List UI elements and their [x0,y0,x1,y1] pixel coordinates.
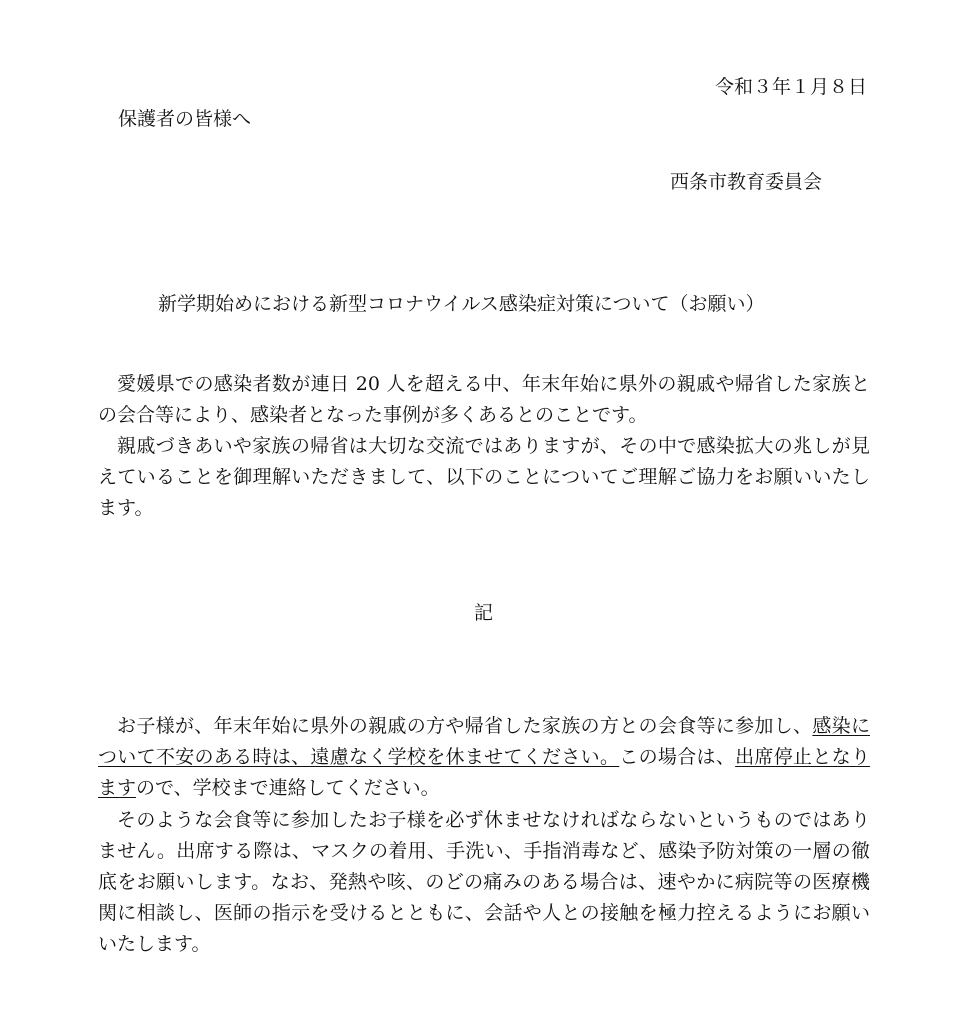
underlined-request: 感染について不安のある時は、遠慮なく学校を休ませてください。 [98,715,870,768]
ki-heading: 記 [474,602,494,624]
document-title: 新学期始めにおける新型コロナウイルス感染症対策について（お願い） [158,293,765,315]
body-paragraph-1 [98,711,870,804]
intro-paragraph-1: 愛媛県での感染者数が連日 20 人を超える中、年末年始に県外の親戚や帰省した家族との会合等により、感染者となった事例が多くあるとのことです。 [98,373,870,426]
sender: 西条市教育委員会 [670,171,823,193]
underlined-attendance-suspension: 出席停止となります [98,746,870,799]
body-paragraph-2: そのような会食等に参加したお子様を必ず休ませなければならないというものではありません。出席する際は、マスクの着用、手洗い、手指消毒など、感染予防対策の一層の徹底をお願いします。なお、発熱や咳、のどの痛みのある場合は、速やかに病院等の医療機関に相談し、医師の指示を受けるとともに、会話や人との接触を極力控えるようにお願いいたします。 [98,809,870,955]
document-date: 令和３年１月８日 [714,76,867,98]
intro-paragraph-2: 親戚づきあいや家族の帰省は大切な交流ではありますが、その中で感染拡大の兆しが見えていることを御理解いただきまして、以下のことについてご理解ご協力をお願いいたします。 [98,435,870,519]
body-text: お子様が、年末年始に県外の親戚の方や帰省した家族の方との会食等に参加し、 [117,715,813,737]
body-text: ので、学校まで連絡してください。 [136,777,440,799]
body-text: この場合は、 [619,746,736,768]
addressee: 保護者の皆様へ [118,108,252,130]
